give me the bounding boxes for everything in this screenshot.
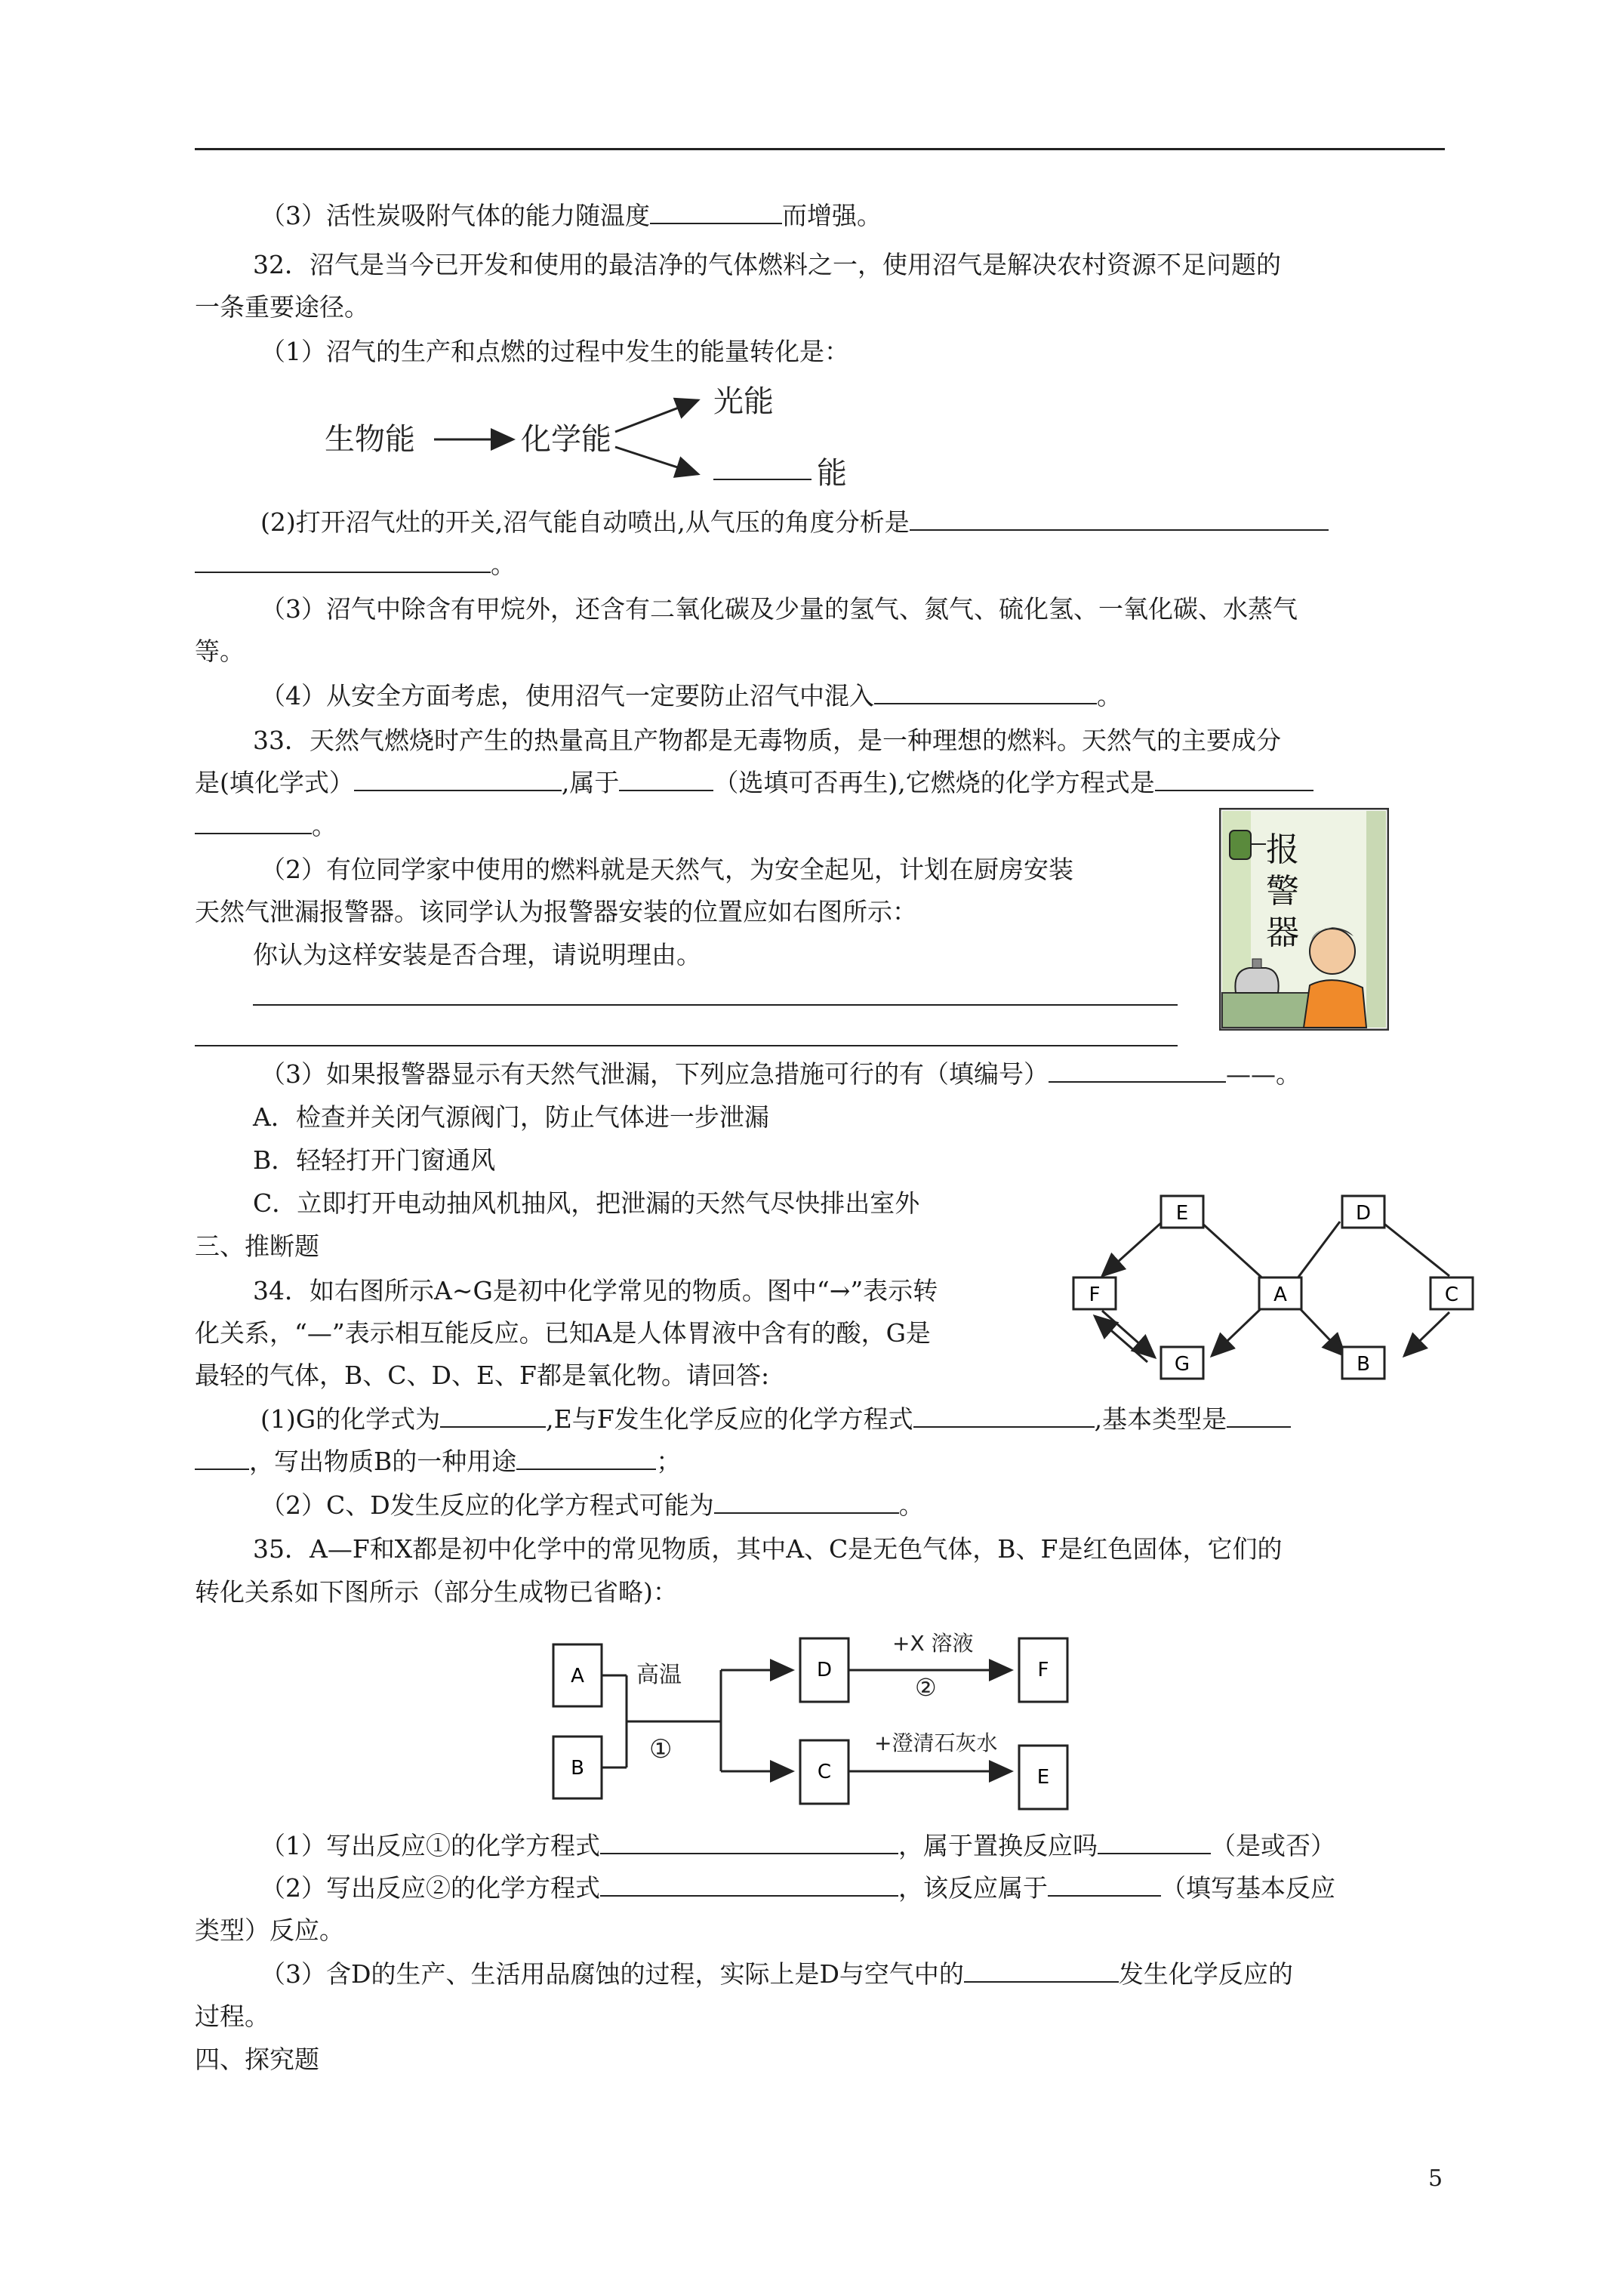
energy-middle-label: 化学能 — [521, 422, 611, 457]
answer-blank — [195, 810, 312, 834]
answer-blank — [600, 1830, 898, 1854]
inference-diagram-34 — [1072, 1184, 1480, 1388]
section-heading: 四、探究题 — [195, 2045, 319, 2074]
answer-blank — [195, 549, 491, 573]
question-34-part1: (1)G的化学式为 ,E与F发生化学反应的化学方程式 ,基本类型是 — [260, 1403, 1291, 1436]
question-32-part4: （4）从安全方面考虑，使用沼气一定要防止沼气中混入 。 — [260, 681, 1122, 710]
answer-blank — [874, 680, 1097, 704]
svg-text:D: D — [816, 1659, 833, 1681]
question-32-text-cont: 一条重要途径。 — [195, 292, 369, 322]
question-33-text: 33．天然气燃烧时产生的热量高且产物都是无毒物质，是一种理想的燃料。天然气的主要成分 — [253, 726, 1281, 755]
alarm-device-icon — [1230, 831, 1251, 859]
question-35-text: 35．A—F和X都是初中化学中的常见物质，其中A、C是无色气体，B、F是红色固体，它们的 — [253, 1534, 1283, 1564]
question-33-part3: （3）如果报警器显示有天然气泄漏，下列应急措施可行的有（填编号） ——。 — [260, 1059, 1301, 1089]
question-33-part2: （2）有位同学家中使用的燃料就是天然气，为安全起见，计划在厨房安装 — [260, 855, 1073, 884]
reagent-limewater-label: +澄清石灰水 — [874, 1730, 998, 1755]
option-a: A．检查并关闭气源阀门，防止气体进一步泄漏 — [253, 1102, 769, 1132]
question-34-part1-cont: ，写出物质B的一种用途 ； — [195, 1445, 681, 1478]
answer-blank — [1048, 1872, 1161, 1897]
condition-high-temp: 高温 — [636, 1662, 682, 1688]
svg-text:C: C — [1444, 1284, 1459, 1306]
svg-text:C: C — [817, 1761, 832, 1783]
question-33-text-cont: 是(填化学式） ,属于 （选填可否再生),它燃烧的化学方程式是 — [195, 766, 1313, 800]
answer-line — [195, 1045, 1178, 1046]
arrow-3 — [615, 447, 698, 474]
svg-text:G: G — [1174, 1353, 1190, 1376]
question-34-text-cont2: 最轻的气体，B、C、D、E、F都是氧化物。请回答: — [195, 1361, 770, 1390]
svg-text:E: E — [1175, 1202, 1189, 1225]
answer-blank — [1098, 1830, 1211, 1854]
question-33-text-cont2: 。 — [195, 809, 337, 843]
answer-blank — [1227, 1404, 1291, 1428]
question-32-part1: （1）沼气的生产和点燃的过程中发生的能量转化是： — [260, 337, 849, 366]
svg-text:B: B — [571, 1757, 584, 1780]
gas-alarm-illustration — [1219, 808, 1389, 1031]
answer-blank — [1155, 767, 1313, 791]
question-32-part2-cont: 。 — [195, 548, 516, 581]
section-heading: 三、推断题 — [195, 1231, 319, 1261]
answer-blank — [650, 200, 782, 224]
option-c: C．立即打开电动抽风机抽风，把泄漏的天然气尽快排出室外 — [253, 1188, 920, 1218]
question-34-part2: （2）C、D发生反应的化学方程式可能为 。 — [260, 1490, 924, 1520]
text-line: （3）活性炭吸附气体的能力随温度 而增强。 — [260, 201, 882, 230]
question-32-part2: (2)打开沼气灶的开关,沼气能自动喷出,从气压的角度分析是 — [260, 506, 1329, 539]
answer-blank — [516, 1446, 656, 1470]
energy-conversion-diagram — [317, 378, 876, 498]
question-35-part3: （3）含D的生产、生活用品腐蚀的过程，实际上是D与空气中的 发生化学反应的 — [260, 1959, 1293, 1989]
answer-blank — [195, 1446, 249, 1470]
reagent-x-label: +X 溶液 — [892, 1631, 974, 1656]
svg-text:F: F — [1037, 1659, 1049, 1681]
energy-output-blank-label: 能 — [817, 456, 847, 491]
page-number: 5 — [1428, 2165, 1443, 2192]
person-body-icon — [1304, 980, 1366, 1028]
alarm-sign-char-3: 器 — [1266, 914, 1299, 952]
svg-text:A: A — [1273, 1284, 1287, 1306]
reaction-diagram-35 — [544, 1622, 1102, 1818]
answer-blank — [714, 1490, 899, 1514]
step-1-marker: ① — [649, 1734, 673, 1764]
step-2-marker: ② — [915, 1673, 937, 1702]
answer-blank — [354, 767, 562, 791]
question-35-part2: （2）写出反应②的化学方程式 ，该反应属于 （填写基本反应 — [260, 1873, 1335, 1903]
alarm-sign-char-2: 警 — [1266, 872, 1299, 911]
energy-output-light-label: 光能 — [713, 384, 774, 419]
question-32-text: 32．沼气是当今已开发和使用的最洁净的气体燃料之一，使用沼气是解决农村资源不足问题的 — [253, 250, 1281, 279]
question-35-text-cont: 转化关系如下图所示（部分生成物已省略)： — [195, 1577, 678, 1607]
question-35-part2-cont: 类型）反应。 — [195, 1915, 344, 1945]
option-b: B．轻轻打开门窗通风 — [253, 1145, 496, 1175]
question-33-part2-ask: 你认为这样安装是否合理，请说明理由。 — [253, 940, 701, 969]
alarm-sign-char-1: 报 — [1266, 831, 1299, 869]
svg-text:A: A — [571, 1665, 584, 1687]
answer-blank — [910, 507, 1329, 531]
answer-line — [253, 1004, 1178, 1006]
answer-blank — [619, 767, 713, 791]
svg-text:D: D — [1355, 1202, 1372, 1225]
question-35-part1: （1）写出反应①的化学方程式 ，属于置换反应吗 （是或否） — [260, 1831, 1335, 1860]
header-rule — [195, 148, 1445, 150]
kettle-icon — [1235, 968, 1278, 993]
question-32-part3-cont: 等。 — [195, 636, 245, 666]
svg-text:F: F — [1089, 1284, 1101, 1306]
answer-blank — [964, 1959, 1119, 1983]
question-33-part2-cont: 天然气泄漏报警器。该同学认为报警器安装的位置应如右图所示： — [195, 897, 917, 926]
answer-blank — [600, 1872, 898, 1897]
question-32-part3: （3）沼气中除含有甲烷外，还含有二氧化碳及少量的氢气、氮气、硫化氢、一氧化碳、水蒸气 — [260, 594, 1298, 624]
person-head-icon — [1310, 929, 1355, 974]
svg-text:B: B — [1357, 1353, 1370, 1376]
answer-blank — [1049, 1059, 1226, 1083]
question-35-part3-cont: 过程。 — [195, 2002, 269, 2031]
answer-blank — [440, 1404, 546, 1428]
answer-blank — [913, 1404, 1095, 1428]
arrow-2 — [615, 400, 698, 432]
question-34-text-cont: 化关系，“—”表示相互能反应。已知A是人体胃液中含有的酸，G是 — [195, 1318, 931, 1348]
question-34-text: 34．如右图所示A~G是初中化学常见的物质。图中“→”表示转 — [253, 1276, 938, 1305]
svg-text:E: E — [1036, 1766, 1050, 1789]
energy-source-label: 生物能 — [325, 422, 415, 457]
